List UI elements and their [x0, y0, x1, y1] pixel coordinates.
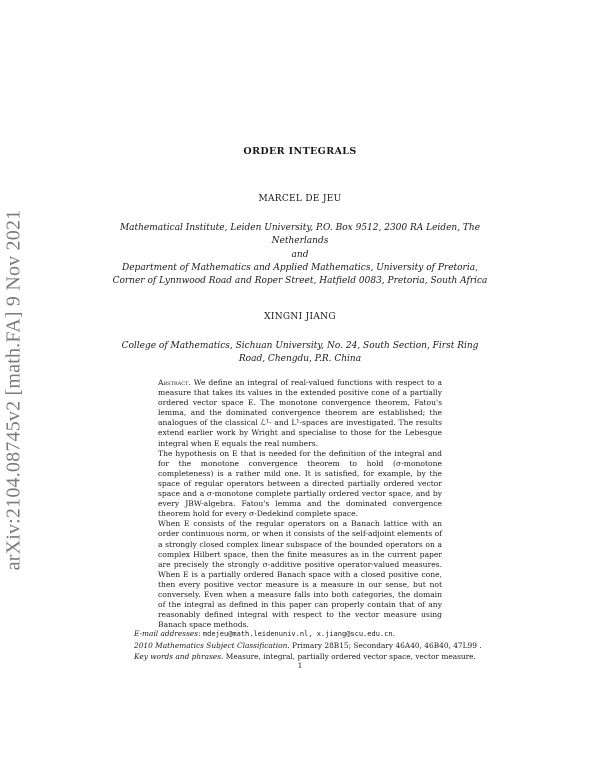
msc-footnote	[134, 640, 482, 651]
abstract-paragraph: The hypothesis on E that is needed for the definition of the integral and for the monotone convergence theorem to hold (σ-monotone completeness) is a rather mild one. It is satisfied, for example, by the space of regular operators between a directed partially ordered vector space and a σ-monotone complete partially ordered vector space, and by every JBW-algebra. Fatou's lemma and the dominated convergence theorem hold for every σ-Dedekind complete space.	[158, 448, 442, 519]
keywords-text: Measure, integral, partially ordered vector space, vector measure.	[225, 652, 476, 661]
abstract	[158, 378, 442, 630]
page-number: 1	[297, 661, 303, 670]
abstract-label: Abstract.	[158, 378, 191, 387]
paper-title: ORDER INTEGRALS	[243, 146, 357, 157]
affiliation-line: Mathematical Institute, Leiden University, P.O. Box 9512, 2300 RA Leiden, The	[119, 223, 481, 233]
author-affiliation	[110, 340, 490, 367]
email-label: E-mail addresses	[134, 629, 199, 638]
affiliation-line: and	[291, 249, 309, 260]
email-addresses[interactable]: mdejeu@math.leidenuniv.nl, x.jiang@scu.edu.cn	[202, 630, 393, 638]
abstract-paragraph	[158, 378, 442, 449]
footnotes	[134, 628, 482, 662]
msc-text: Primary 28B15; Secondary 46A40, 46B40, 47L99 .	[292, 641, 482, 650]
author-name: MARCEL DE JEU	[258, 194, 342, 204]
abstract-paragraph: When E consists of the regular operators on a Banach lattice with an order continuous norm, or when it consists of the self-adjoint elements of a strongly closed complex linear subspace of the bounded operators on a complex Hilbert space, then the finite measures as in the current paper are precisely the strongly σ-additive positive operator-valued measures. When E is a partially ordered Banach space with a closed positive cone, then every positive vector measure is a measure in our sense, but not conversely. Even when a measure falls into both categories, the domain of the integral as defined in this paper can properly contain that of any reasonably defined integral with respect to the vector measure using Banach space methods.	[158, 519, 442, 630]
author-affiliation	[110, 222, 490, 288]
affiliation-line: Netherlands	[271, 236, 329, 247]
arxiv-identifier: arXiv:2104.08745v2 [math.FA] 9 Nov 2021	[2, 209, 25, 571]
author-name: XINGNI JIANG	[264, 312, 336, 322]
affiliation-line: Department of Mathematics and Applied Mathematics, University of Pretoria,	[122, 262, 478, 273]
email-footnote: E-mail addresses: mdejeu@math.leidenuniv.nl, x.jiang@scu.edu.cn.	[134, 629, 395, 638]
msc-label: 2010 Mathematics Subject Classification.	[134, 641, 290, 650]
affiliation-line: Road, Chengdu, P.R. China	[238, 354, 362, 365]
affiliation-line: Corner of Lynnwood Road and Roper Street, Hatfield 0083, Pretoria, South Africa	[112, 276, 488, 287]
keywords-label: Key words and phrases.	[134, 652, 224, 661]
abstract-text: We define an integral of real-valued functions with respect to a measure that takes its values in the extended positive cone of a partially ordered vector space E. The monotone convergence theorem, Fatou's lemma, and the dominated convergence theorem are established; the analogues of the classical ℒ¹- and L¹-spaces are investigated. The results extend earlier work by Wright and specialise to those for the Lebesgue integral when E equals the real numbers.	[158, 378, 442, 448]
affiliation-line: College of Mathematics, Sichuan University, No. 24, South Section, First Ring	[121, 341, 479, 351]
